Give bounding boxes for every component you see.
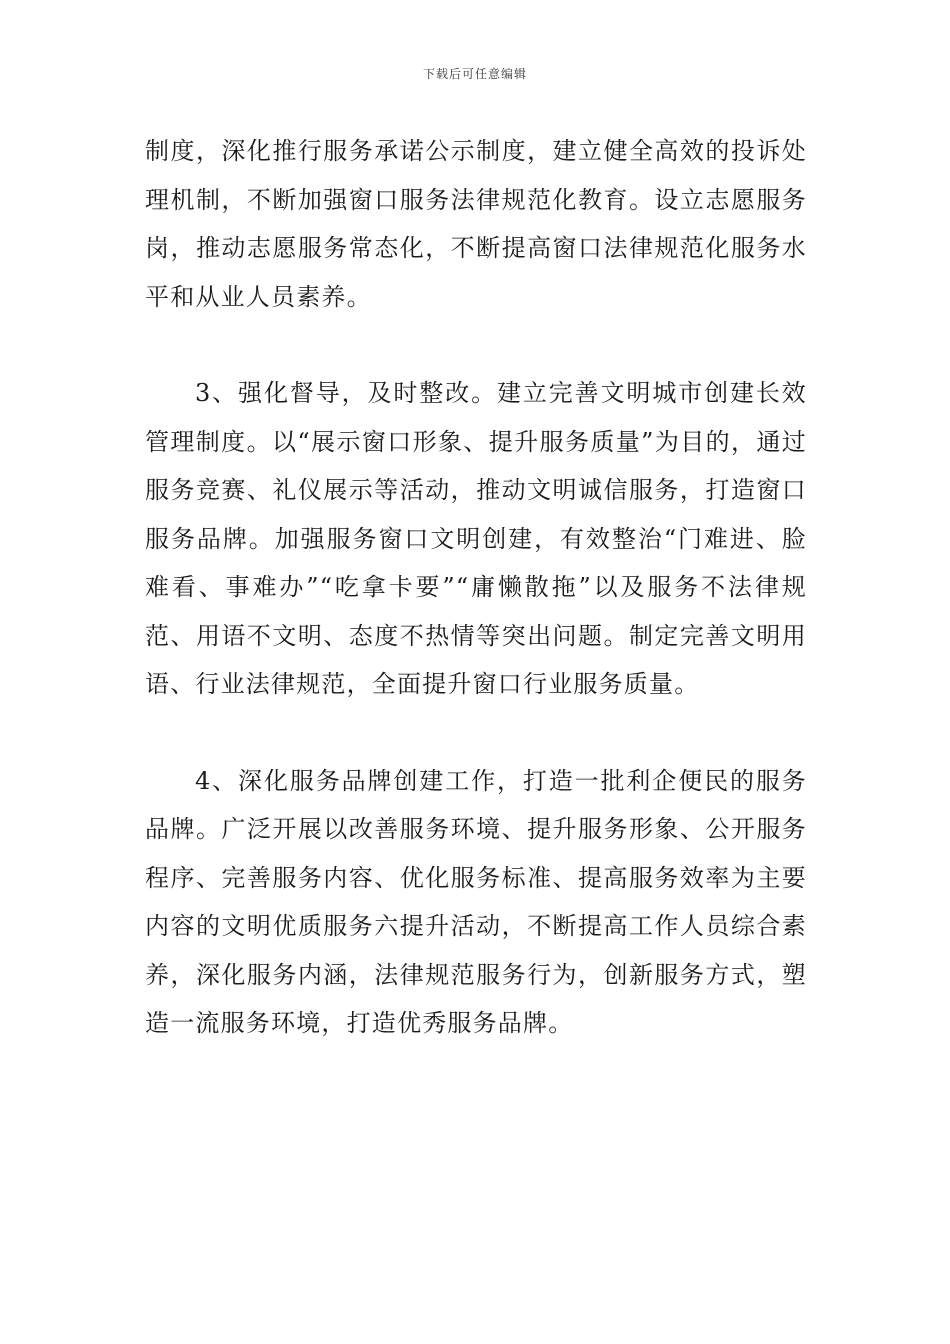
paragraph-continuation: 制度，深化推行服务承诺公示制度，建立健全高效的投诉处理机制，不断加强窗口服务法律规范化教育。设立志愿服务岗，推动志愿服务常态化，不断提高窗口法律规范化服务水平和从业人员素养。 (145, 137, 807, 311)
page-header-note: 下载后可任意编辑 (422, 67, 527, 81)
paragraph-gap (145, 321, 807, 369)
paragraph-item-4: 4、深化服务品牌创建工作，打造一批利企便民的服务品牌。广泛开展以改善服务环境、提升服务形象、公开服务程序、完善服务内容、优化服务标准、提高服务效率为主要内容的文明优质服务六提升活动，不断提高工作人员综合素养，深化服务内涵，法律规范服务行为，创新服务方式，塑造一流服务环境，打造优秀服务品牌。 (145, 766, 807, 1037)
paragraph-item-3: 3、强化督导，及时整改。建立完善文明城市创建长效管理制度。以“展示窗口形象、提升服务质量”为目的，通过服务竞赛、礼仪展示等活动，推动文明诚信服务，打造窗口服务品牌。加强服务窗口文明创建，有效整治“门难进、脸难看、事难办”“吃拿卡要”“庸懒散拖”以及服务不法律规范、用语不文明、态度不热情等突出问题。制定完善文明用语、行业法律规范，全面提升窗口行业服务质量。 (145, 379, 807, 698)
paragraph-gap (145, 709, 807, 757)
document-body (145, 127, 807, 1048)
